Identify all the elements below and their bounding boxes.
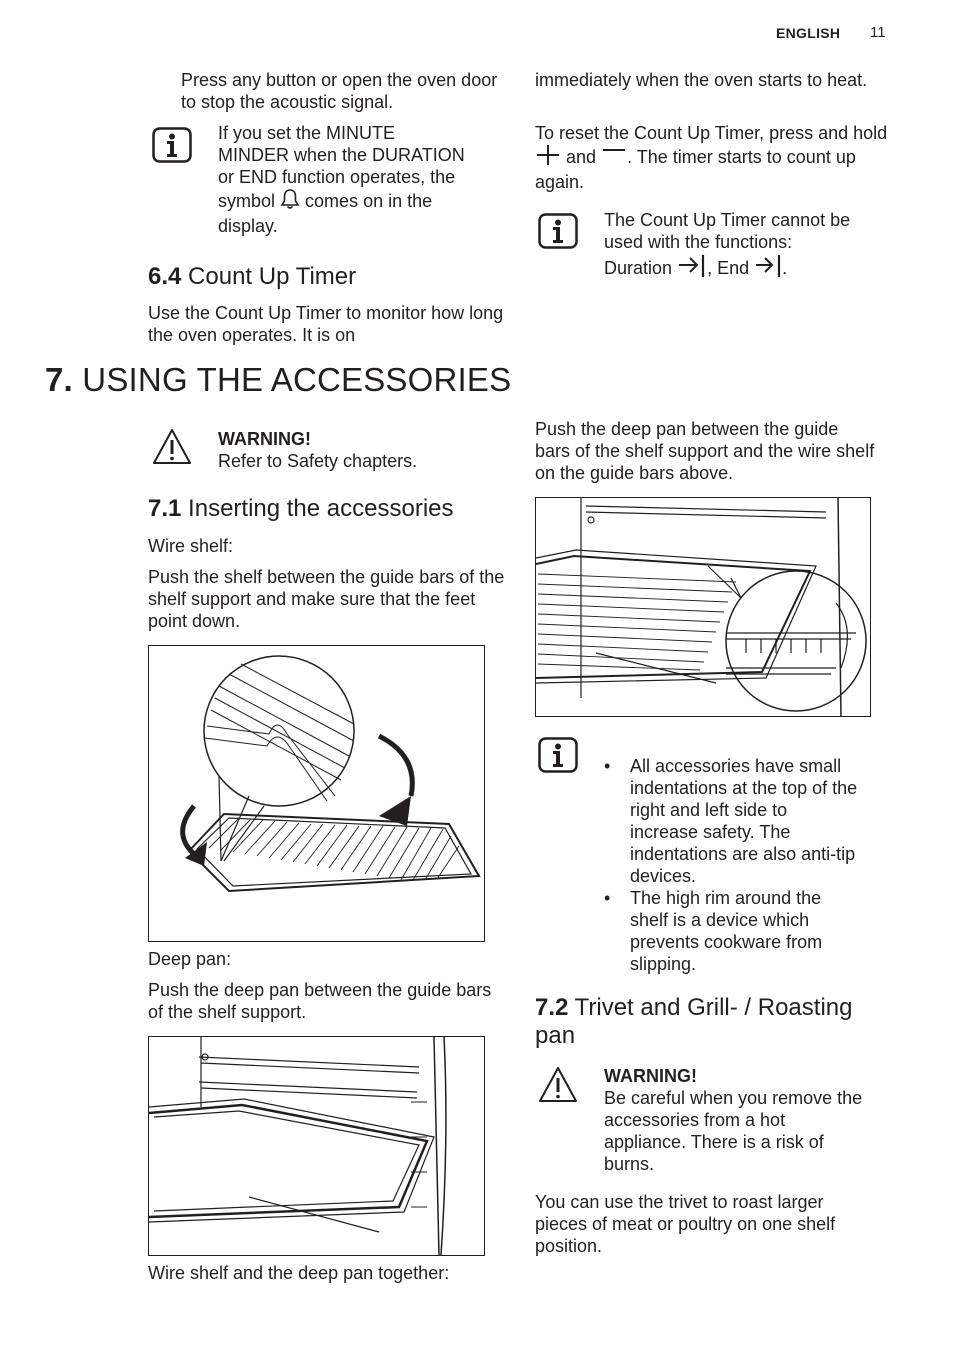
chapter-7-heading <box>45 361 511 399</box>
wire-shelf-text: Push the shelf between the guide bars of the shelf support and make sure that the feet point down. <box>148 567 505 631</box>
header-language: ENGLISH <box>776 25 841 41</box>
info-count-up-restriction <box>604 209 864 282</box>
reset-text-part2: . The timer starts to count up again. <box>535 147 856 192</box>
warning-title: WARNING! <box>604 1066 697 1086</box>
warning-icon <box>152 428 192 466</box>
shelf-and-pan-illustration <box>535 497 871 717</box>
period: . <box>782 258 788 278</box>
info-minute-minder-text-end: comes on in the display. <box>218 191 433 236</box>
deep-pan-label: Deep pan: <box>148 949 232 969</box>
plus-icon <box>535 144 561 171</box>
section-6-4-heading <box>148 263 356 291</box>
section-title: Count Up Timer <box>188 263 357 290</box>
section-title: Trivet and Grill- / Roasting pan <box>535 994 853 1049</box>
info-restriction-text: The Count Up Timer cannot be used with the functions: <box>604 210 851 252</box>
info-icon <box>152 127 192 163</box>
page-header <box>776 24 896 44</box>
warning-icon <box>538 1066 578 1104</box>
chapter-number: 7. <box>45 361 73 398</box>
chapter-title: USING THE ACCESSORIES <box>82 361 512 398</box>
wire-shelf-illustration <box>148 645 485 942</box>
list-item: • The high rim around the shelf is a device which prevents cookware from slipping. <box>604 887 860 975</box>
deep-pan-illustration <box>148 1036 485 1256</box>
duration-label: Duration <box>604 258 673 278</box>
section-number: 7.1 <box>148 495 182 522</box>
reset-timer-text <box>535 122 895 193</box>
warning-safety <box>218 428 498 472</box>
warning-text: Be careful when you remove the accessories from a hot appliance. There is a risk of burns. <box>604 1088 863 1174</box>
count-up-continued: immediately when the oven starts to heat. <box>535 70 868 90</box>
section-7-2-body: You can use the trivet to roast larger pieces of meat or poultry on one shelf position. <box>535 1192 836 1256</box>
list-item: • All accessories have small indentations at the top of the right and left side to increase safety. The indentations are also anti-tip devices. <box>604 755 860 887</box>
section-number: 6.4 <box>148 263 182 290</box>
accessories-info-list <box>604 755 860 975</box>
section-7-1-heading <box>148 495 454 523</box>
wire-shelf-label: Wire shelf: <box>148 536 234 556</box>
info-icon <box>538 737 578 773</box>
deep-pan-text: Push the deep pan between the guide bars of the shelf support. <box>148 980 492 1022</box>
together-text: Push the deep pan between the guide bars of the shelf support and the wire shelf on the guide bars above. <box>535 419 875 483</box>
page-number: 11 <box>870 24 886 41</box>
section-title: Inserting the accessories <box>188 495 454 522</box>
info-minute-minder <box>218 122 468 237</box>
info-icon <box>538 213 578 249</box>
bell-icon <box>280 188 300 215</box>
info-minute-minder-text: If you set the MINUTE MINDER when the DURATION or END function operates, the symbol <box>218 123 465 211</box>
warning-text: Refer to Safety chapters. <box>218 451 418 471</box>
duration-arrow-icon <box>677 253 707 282</box>
section-7-2-heading <box>535 994 895 1050</box>
end-label: , End <box>707 258 750 278</box>
end-arrow-icon <box>754 253 782 282</box>
section-6-4-body: Use the Count Up Timer to monitor how long the oven operates. It is on <box>148 303 504 345</box>
together-label: Wire shelf and the deep pan together: <box>148 1263 450 1283</box>
reset-text-part1: To reset the Count Up Timer, press and hold <box>535 123 888 143</box>
acoustic-signal-text: Press any button or open the oven door to stop the acoustic signal. <box>181 70 498 112</box>
section-number: 7.2 <box>535 994 569 1021</box>
reset-text-and: and <box>566 147 597 167</box>
warning-hot-accessories <box>604 1065 864 1175</box>
minus-icon <box>601 144 627 171</box>
warning-title: WARNING! <box>218 429 311 449</box>
